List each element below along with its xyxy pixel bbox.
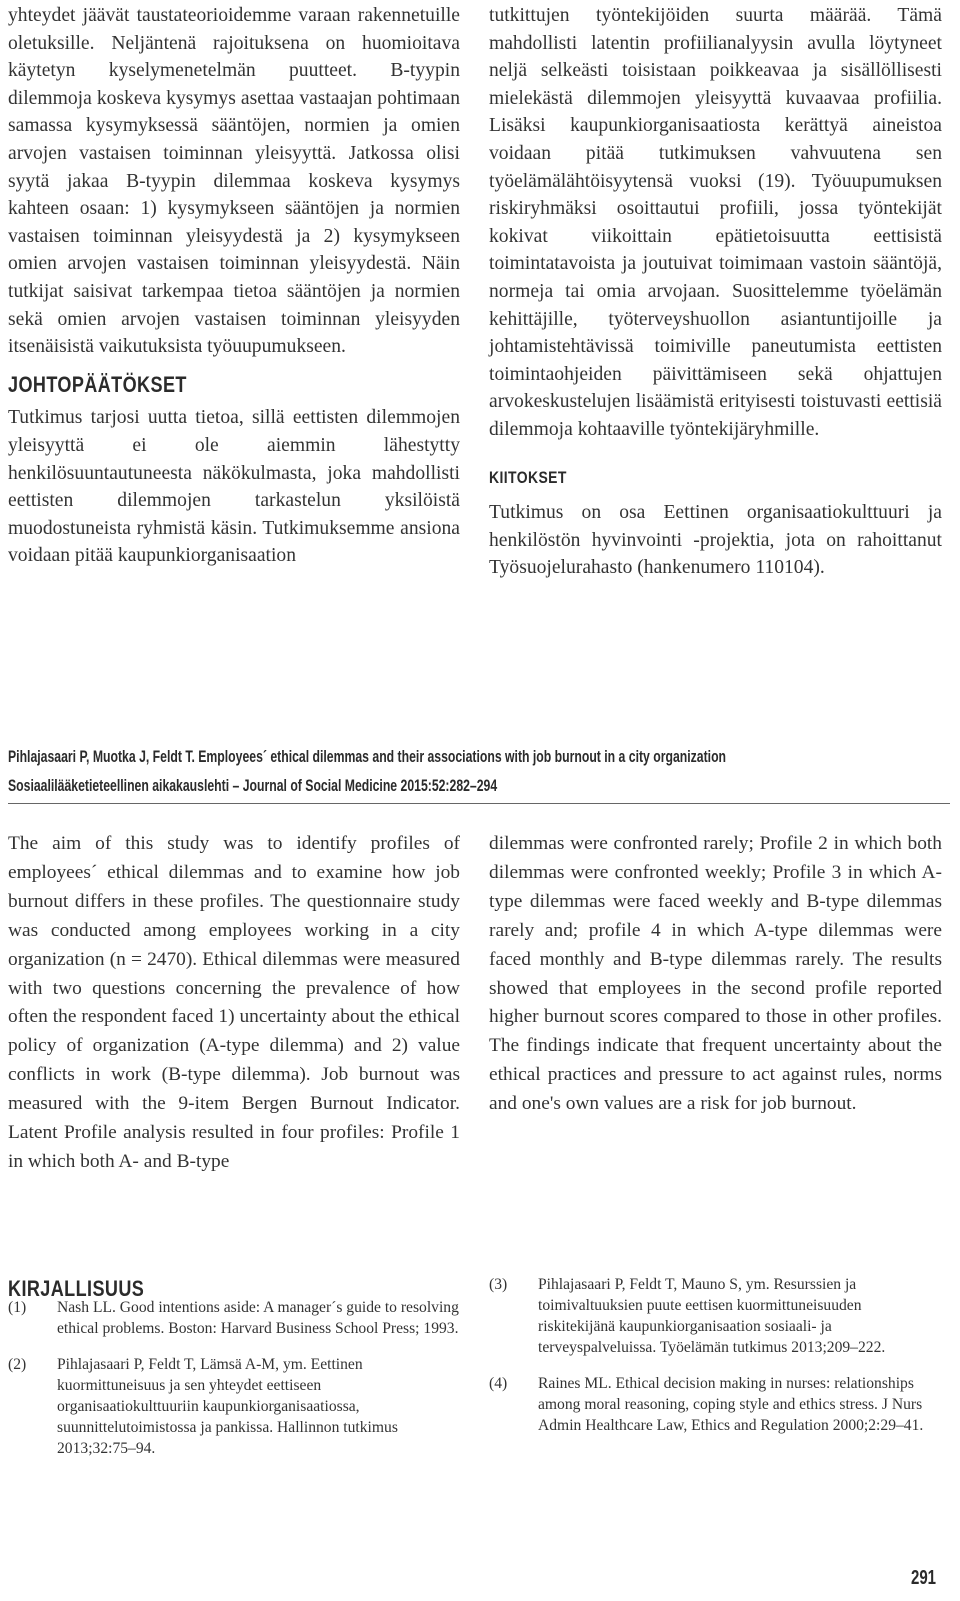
conclusions-heading: JOHTOPÄÄTÖKSET (8, 371, 187, 397)
conclusions-continued-paragraph: tutkittujen työntekijöiden suurta määrää. Tämä mahdollisti latentin profiilianalyysin avulla löytyneet neljä selkeästi toisistaan poikkeavaa ja sisällöllisesti mielekästä dilemmojen yleisyyttä kuvaavaa profiilia. Lisäksi kaupunkiorganisaatiosta kerättyä aineistoa voidaan pitää tutkimuksen vahvuutena sen työelämälähtöisyytensä vuoksi (19). Työuupumuksen riskiryhmäksi osoittautui profiili, jossa työntekijät kokivat viikoittain epätietoisuutta eettisistä toimintatavoista ja joutuivat toimimaan vastoin sääntöjä, normeja tai omia arvojaan. Suosittelemme työelämän kehittäjille, työterveyshuollon asiantuntijoille ja johtamistehtävissä toimiville paneutumista eettisten toimintaohjeiden päivittämiseen sekä ohjattujen arvokeskustelujen lisäämistä erityisesti toistuvasti eettisiä dilemmoja kohtaaville työntekijäryhmille. (489, 5, 942, 440)
reference-item (8, 1297, 460, 1339)
reference-item (8, 1354, 460, 1459)
reference-item (489, 1274, 942, 1358)
reference-number: (2) (8, 1356, 27, 1373)
reference-text: Pihlajasaari P, Feldt T, Lämsä A-M, ym. Eettinen kuormittuneisuus ja sen yhteydet eettiseen organisaatiokulttuuriin kaupunkiorganisaatiossa, suunnittelutoimistossa ja pankissa. Hallinnon tutkimus 2013;32:75–94. (57, 1356, 398, 1457)
right-column-body (489, 2, 942, 582)
references-right-column (489, 1274, 942, 1451)
references-heading: KIRJALLISUUS (8, 1276, 145, 1301)
abstract-left-column (8, 830, 460, 1177)
abstract-right-column (489, 830, 942, 1119)
page-number: 291 (911, 1567, 937, 1589)
reference-text: Raines ML. Ethical decision making in nurses: relationships among moral reasoning, coping style and ethics stress. J Nurs Admin Healthcare Law, Ethics and Regulation 2000;2:29–41. (538, 1375, 924, 1434)
left-column-body (8, 2, 460, 570)
limitations-paragraph: yhteydet jäävät taustateorioidemme varaan rakennetuille oletuksille. Neljäntenä rajoituksena on huomioitava käytetyn kyselymenetelmän puutteet. B-tyypin dilemmoja koskeva kysymys asettaa vastaajan pohtimaan samassa kysymyksessä sääntöjen, normien ja omien arvojen vastaisen toiminnan yleisyyttä. Jatkossa olisi syytä jakaa B-tyypin dilemmaa koskeva kysymys kahteen osaan: 1) kysymykseen sääntöjen ja normien vastaisen toiminnan yleisyydestä ja 2) kysymykseen omien arvojen vastaisen toiminnan yleisyydestä. Näin tutkijat saisivat tarkempaa tietoa sääntöjen ja normien sekä omien arvojen vastaisen toiminnan yleisyyden itsenäisistä vaikutuksista työuupumukseen. (8, 5, 460, 358)
abstract-paragraph-left: The aim of this study was to identify profiles of employees´ ethical dilemmas and to examine how job burnout differs in these profiles. The questionnaire study was conducted among employees working in a city organization (n = 2470). Ethical dilemmas were measured with two questions concerning the prevalence of how often the respondent faced 1) uncertainty about the ethical policy of organization (A-type dilemma) and 2) value conflicts in work (B-type dilemma). Job burnout was measured with the 9-item Bergen Burnout Indicator. Latent Profile analysis resulted in four profiles: Profile 1 in which both A- and B-type (8, 833, 460, 1172)
citation-title-line: Pihlajasaari P, Muotka J, Feldt T. Employees´ ethical dilemmas and their associations with job burnout in a city organization (8, 747, 727, 766)
citation-journal-line: Sosiaalilääketieteellinen aikakauslehti – Journal of Social Medicine 2015:52:282–294 (8, 776, 498, 795)
reference-number: (4) (489, 1375, 508, 1392)
reference-text: Nash LL. Good intentions aside: A manager´s guide to resolving ethical problems. Boston: Harvard Business School Press; 1993. (57, 1299, 459, 1337)
reference-item (489, 1373, 942, 1436)
acknowledgements-paragraph: Tutkimus on osa Eettinen organisaatiokulttuuri ja henkilöstön hyvinvointi -projektia, jota on rahoittanut Työsuojelurahasto (hankenumero 110104). (489, 502, 942, 579)
reference-text: Pihlajasaari P, Feldt T, Mauno S, ym. Resurssien ja toimivaltuuksien puute eettisen kuormittuneisuuden riskitekijänä kaupunkiorganisaation sosiaali- ja terveyspalveluissa. Työelämän tutkimus 2013;209–222. (538, 1276, 886, 1356)
section-divider (8, 803, 950, 804)
acknowledgements-heading: KIITOKSET (489, 467, 567, 487)
abstract-paragraph-right: dilemmas were confronted rarely; Profile 2 in which both dilemmas were confronted weekly; Profile 3 in which A-type dilemmas were faced weekly and B-type dilemmas rarely and; profile 4 in which A-type dilemmas were faced monthly and B-type dilemmas rarely. The results showed that employees in the second profile reported higher burnout scores compared to those in other profiles. The findings indicate that frequent uncertainty about the ethical practices and pressure to act against rules, norms and one's own values are a risk for job burnout. (489, 833, 942, 1115)
conclusions-paragraph: Tutkimus tarjosi uutta tietoa, sillä eettisten dilemmojen yleisyyttä ei ole aiemmin lähestytty henkilösuuntautuneesta näkökulmasta, joka mahdollisti eettisten dilemmojen tarkastelun yksilöistä muodostuneista ryhmistä käsin. Tutkimuksemme ansiona voidaan pitää kaupunkiorganisaation (8, 407, 460, 567)
reference-number: (3) (489, 1276, 508, 1293)
references-left-column (8, 1297, 460, 1474)
reference-number: (1) (8, 1299, 27, 1316)
english-citation (8, 742, 944, 800)
